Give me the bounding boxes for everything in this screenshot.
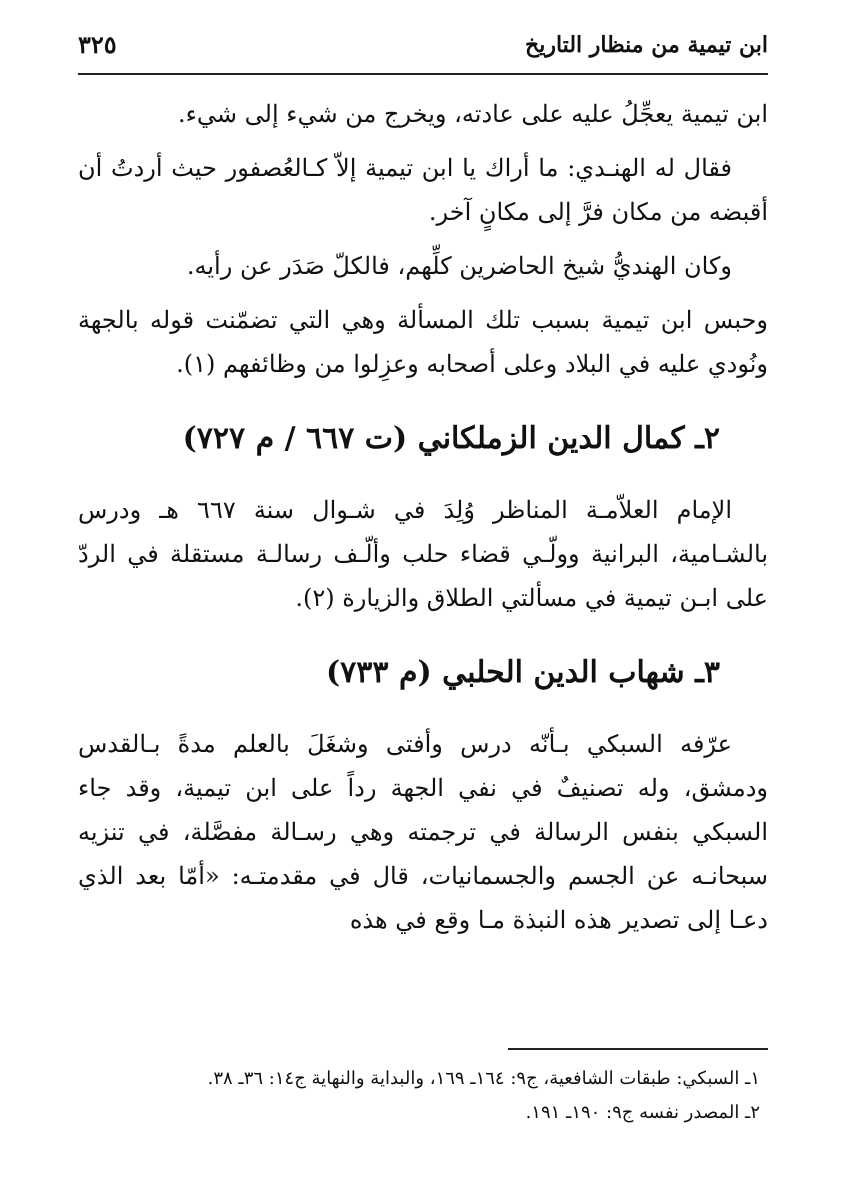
body-text bbox=[78, 92, 768, 952]
footnote-2: ٢ـ المصدر نفسه ج٩: ١٩٠ـ ١٩١. bbox=[525, 1102, 760, 1123]
page-header bbox=[78, 30, 768, 70]
paragraph-3: وكان الهنديُّ شيخ الحاضرين كلِّهم، فالكلّ صَدَر عن رأيه. bbox=[186, 252, 732, 280]
paragraph-1: ابن تيمية يعجِّلُ عليه على عادته، ويخرج من شيء إلى شيء. bbox=[177, 100, 768, 128]
header-rule bbox=[78, 73, 768, 75]
section-heading-2: ٢ـ كمال الدين الزملكاني (ت ٦٦٧ / م ٧٢٧) bbox=[182, 421, 720, 456]
page-number: ٣٢٥ bbox=[78, 30, 117, 59]
footnotes bbox=[78, 1062, 768, 1130]
footnote-1: ١ـ السبكي: طبقات الشافعية، ج٩: ١٦٤ـ ١٦٩، والبداية والنهاية ج١٤: ٣٦ـ ٣٨. bbox=[207, 1068, 760, 1089]
paragraph-6: عرّفه السبكي بـأنّه درس وأفتى وشغَلَ بالعلم مدةً بـالقدس ودمشق، وله تصنيفٌ في نفي الجهة رداً على ابن تيمية، وقد جاء السبكي بنفس الرسالة في ترجمته وهي رسـالة مفصَّلة، في تنزيه سبحانـه عن الجسم والجسمانيات، قال في مقدمتـه: «أمّا بعد الذي دعـا إلى تصدير هذه النبذة مـا وقع في هذه bbox=[78, 730, 768, 934]
section-heading-3: ٣ـ شهاب الدين الحلبي (م ٧٣٣) bbox=[325, 655, 720, 690]
footnote-rule bbox=[508, 1048, 768, 1050]
paragraph-2: فقال له الهنـدي: ما أراك يا ابن تيمية إلاّ كـالعُصفور حيث أردتُ أن أقبضه من مكان فرَّ إلى مكانٍ آخر. bbox=[78, 154, 768, 226]
paragraph-4: وحبس ابن تيمية بسبب تلك المسألة وهي التي تضمّنت قوله بالجهة ونُودي عليه في البلاد وعلى أصحابه وعزِلوا من وظائفهم (١). bbox=[78, 306, 768, 378]
running-title: ابن تيمية من منظار التاريخ bbox=[525, 32, 768, 58]
paragraph-5: الإمام العلاّمـة المناظر وُلِدَ في شـوال سنة ٦٦٧ هـ ودرس بالشـامية، البرانية وولّـي قضاء حلب وألّـف رسالـة مستقلة في الردّ على ابـن تيمية في مسألتي الطلاق والزيارة (٢). bbox=[78, 496, 768, 612]
